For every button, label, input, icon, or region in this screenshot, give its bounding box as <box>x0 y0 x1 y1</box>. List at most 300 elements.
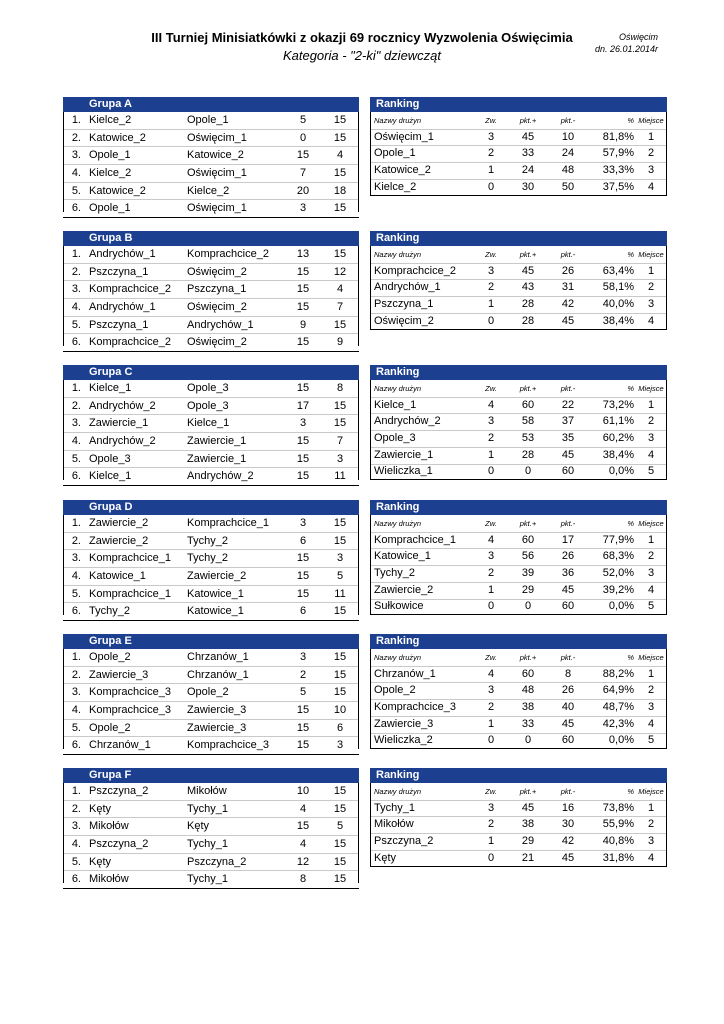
game-s1-cell: 5 <box>299 686 307 699</box>
ranking-m-cell: 36 <box>561 567 575 580</box>
ranking-pts_plus-header: pkt.+ <box>519 653 537 662</box>
game-n-cell: 6. <box>71 470 81 483</box>
game-s1-cell: 0 <box>299 131 307 144</box>
ranking-w-cell: 2 <box>487 701 495 714</box>
ranking-title: Ranking <box>370 634 667 649</box>
game-b-cell: Mikołów <box>187 785 227 797</box>
game-b-cell: Opole_1 <box>187 114 229 126</box>
game-a-cell: Zawiercie_3 <box>89 668 149 681</box>
game-s1-cell: 4 <box>299 838 307 851</box>
game-s1-cell: 15 <box>296 336 310 349</box>
date-text: dn. 26.01.2014r <box>594 44 658 54</box>
ranking-place-header: Miejsce <box>638 787 664 796</box>
ranking-pl-cell: 5 <box>647 600 655 613</box>
ranking-p-cell: 58 <box>521 415 535 428</box>
ranking-m-cell: 16 <box>561 801 575 814</box>
ranking-pl-cell: 4 <box>647 448 655 461</box>
ranking-percent-header: % <box>627 787 634 796</box>
place-text: Oświęcim <box>618 32 658 42</box>
ranking-p-cell: 38 <box>521 701 535 714</box>
game-a-cell: Pszczyna_2 <box>89 785 149 797</box>
group-title: Grupa A <box>63 97 359 112</box>
ranking-w-cell: 2 <box>487 147 495 160</box>
ranking-wins-header: Zw. <box>485 787 497 796</box>
ranking-name-header: Nazwy drużyn <box>374 519 422 528</box>
game-s1-cell: 15 <box>296 265 310 278</box>
game-s2-cell: 15 <box>333 114 347 126</box>
ranking-pl-cell: 1 <box>647 130 655 143</box>
ranking-pts_minus-header: pkt.- <box>560 384 576 393</box>
game-row <box>63 299 359 317</box>
ranking-w-cell: 0 <box>487 851 495 864</box>
game-row <box>63 451 359 469</box>
game-a-cell: Andrychów_1 <box>89 248 156 260</box>
game-s1-cell: 3 <box>299 517 307 529</box>
ranking-pl-cell: 1 <box>647 801 655 814</box>
game-a-cell: Komprachcice_2 <box>89 336 171 349</box>
ranking-w-cell: 1 <box>487 164 495 177</box>
game-row <box>63 836 359 854</box>
game-s2-cell: 15 <box>333 686 347 699</box>
ranking-p-cell: 29 <box>521 583 535 596</box>
game-s2-cell: 10 <box>333 704 347 717</box>
ranking-percent-header: % <box>627 384 634 393</box>
ranking-w-cell: 1 <box>487 583 495 596</box>
game-s2-cell: 15 <box>333 838 347 851</box>
ranking-p-cell: 28 <box>521 314 535 327</box>
game-row <box>63 130 359 148</box>
ranking-title: Ranking <box>370 231 667 246</box>
game-row <box>63 871 359 889</box>
ranking-team-cell: Pszczyna_2 <box>374 835 434 848</box>
game-s2-cell: 3 <box>336 552 344 565</box>
group-title: Grupa C <box>63 365 359 380</box>
ranking-pl-cell: 4 <box>647 314 655 327</box>
ranking-pct-cell: 40,8% <box>602 835 634 848</box>
game-s1-cell: 15 <box>296 721 310 734</box>
game-row <box>63 183 359 201</box>
game-s1-cell: 15 <box>296 570 310 583</box>
ranking-table <box>370 500 667 615</box>
game-b-cell: Opole_3 <box>187 399 229 412</box>
game-a-cell: Chrzanów_1 <box>89 739 151 752</box>
ranking-team-cell: Zawiercie_1 <box>374 448 434 461</box>
game-row <box>63 550 359 568</box>
game-a-cell: Andrychów_2 <box>89 399 156 412</box>
game-s2-cell: 4 <box>336 283 344 296</box>
game-row <box>63 737 359 755</box>
game-n-cell: 2. <box>71 131 81 144</box>
ranking-pts_plus-header: pkt.+ <box>519 519 537 528</box>
ranking-table <box>370 231 667 346</box>
ranking-place-header: Miejsce <box>638 519 664 528</box>
ranking-pct-cell: 63,4% <box>602 264 634 277</box>
game-s1-cell: 15 <box>296 452 310 465</box>
ranking-team-cell: Chrzanów_1 <box>374 667 436 680</box>
ranking-w-cell: 3 <box>487 801 495 814</box>
game-n-cell: 3. <box>71 552 81 565</box>
game-s2-cell: 15 <box>333 785 347 797</box>
game-b-cell: Zawiercie_1 <box>187 435 247 448</box>
game-s1-cell: 9 <box>299 318 307 331</box>
table-border <box>63 515 64 615</box>
ranking-pl-cell: 3 <box>647 835 655 848</box>
group-title: Grupa F <box>63 768 359 783</box>
game-b-cell: Kęty <box>187 820 210 833</box>
game-b-cell: Oświęcim_1 <box>187 167 247 180</box>
game-s1-cell: 15 <box>296 704 310 717</box>
ranking-m-cell: 31 <box>561 281 575 294</box>
document-title: III Turniej Minisiatkówki z okazji 69 rocznicy Wyzwolenia Oświęcimia <box>151 30 573 45</box>
ranking-w-cell: 0 <box>487 180 495 193</box>
game-s2-cell: 15 <box>333 605 347 618</box>
game-n-cell: 4. <box>71 838 81 851</box>
ranking-team-cell: Andrychów_2 <box>374 415 441 428</box>
ranking-team-cell: Opole_2 <box>374 684 416 697</box>
game-b-cell: Andrychów_2 <box>187 470 254 483</box>
ranking-pct-cell: 0,0% <box>608 734 634 747</box>
ranking-frame <box>370 515 667 615</box>
game-a-cell: Zawiercie_2 <box>89 534 149 547</box>
ranking-team-cell: Komprachcice_1 <box>374 533 456 546</box>
table-border <box>358 246 359 346</box>
ranking-pts_minus-header: pkt.- <box>560 116 576 125</box>
game-a-cell: Kęty <box>89 802 112 815</box>
ranking-pl-cell: 3 <box>647 567 655 580</box>
ranking-wins-header: Zw. <box>485 653 497 662</box>
ranking-w-cell: 0 <box>487 734 495 747</box>
game-a-cell: Zawiercie_2 <box>89 517 149 529</box>
ranking-w-cell: 0 <box>487 600 495 613</box>
ranking-wins-header: Zw. <box>485 519 497 528</box>
game-n-cell: 2. <box>71 265 81 278</box>
game-s2-cell: 15 <box>333 131 347 144</box>
game-a-cell: Komprachcice_1 <box>89 552 171 565</box>
game-s2-cell: 15 <box>333 534 347 547</box>
game-a-cell: Pszczyna_1 <box>89 265 149 278</box>
game-row <box>63 165 359 183</box>
ranking-name-header: Nazwy drużyn <box>374 787 422 796</box>
ranking-title: Ranking <box>370 768 667 783</box>
game-a-cell: Andrychów_1 <box>89 301 156 314</box>
game-n-cell: 1. <box>71 382 81 394</box>
ranking-pct-cell: 64,9% <box>602 684 634 697</box>
ranking-team-cell: Komprachcice_2 <box>374 264 456 277</box>
ranking-p-cell: 60 <box>521 533 535 546</box>
game-b-cell: Tychy_1 <box>187 802 228 815</box>
ranking-team-cell: Andrychów_1 <box>374 281 441 294</box>
ranking-place-header: Miejsce <box>638 384 664 393</box>
ranking-m-cell: 45 <box>561 717 575 730</box>
ranking-pl-cell: 4 <box>647 180 655 193</box>
ranking-p-cell: 43 <box>521 281 535 294</box>
game-n-cell: 5. <box>71 452 81 465</box>
ranking-pts_plus-header: pkt.+ <box>519 116 537 125</box>
table-border <box>63 380 64 480</box>
ranking-place-header: Miejsce <box>638 116 664 125</box>
game-s2-cell: 15 <box>333 517 347 529</box>
ranking-team-cell: Opole_1 <box>374 147 416 160</box>
game-s2-cell: 12 <box>333 265 347 278</box>
ranking-p-cell: 33 <box>521 717 535 730</box>
game-s1-cell: 20 <box>296 184 310 197</box>
game-s1-cell: 4 <box>299 802 307 815</box>
ranking-team-cell: Tychy_1 <box>374 801 415 814</box>
ranking-m-cell: 26 <box>561 264 575 277</box>
ranking-p-cell: 60 <box>521 398 535 411</box>
game-s2-cell: 9 <box>336 336 344 349</box>
ranking-place-header: Miejsce <box>638 250 664 259</box>
game-row <box>63 200 359 218</box>
game-a-cell: Opole_1 <box>89 202 131 215</box>
ranking-pct-cell: 40,0% <box>602 298 634 311</box>
game-a-cell: Opole_2 <box>89 721 131 734</box>
game-s1-cell: 8 <box>299 873 307 886</box>
ranking-pl-cell: 1 <box>647 533 655 546</box>
ranking-m-cell: 30 <box>561 818 575 831</box>
game-n-cell: 6. <box>71 873 81 886</box>
game-b-cell: Chrzanów_1 <box>187 651 249 663</box>
ranking-percent-header: % <box>627 116 634 125</box>
ranking-w-cell: 4 <box>487 533 495 546</box>
table-border <box>63 649 64 749</box>
ranking-pts_plus-header: pkt.+ <box>519 250 537 259</box>
game-s1-cell: 6 <box>299 534 307 547</box>
ranking-title: Ranking <box>370 97 667 112</box>
ranking-table <box>370 768 667 883</box>
game-n-cell: 4. <box>71 435 81 448</box>
ranking-p-cell: 0 <box>524 600 532 613</box>
ranking-pct-cell: 73,8% <box>602 801 634 814</box>
game-b-cell: Opole_2 <box>187 686 229 699</box>
game-b-cell: Katowice_1 <box>187 587 244 600</box>
ranking-percent-header: % <box>627 519 634 528</box>
ranking-w-cell: 2 <box>487 567 495 580</box>
ranking-title: Ranking <box>370 365 667 380</box>
ranking-pts_plus-header: pkt.+ <box>519 384 537 393</box>
game-s2-cell: 11 <box>334 470 346 483</box>
ranking-m-cell: 45 <box>561 314 575 327</box>
ranking-m-cell: 45 <box>561 583 575 596</box>
ranking-team-cell: Komprachcice_3 <box>374 701 456 714</box>
game-a-cell: Tychy_2 <box>89 605 130 618</box>
ranking-pl-cell: 3 <box>647 298 655 311</box>
table-border <box>358 649 359 749</box>
ranking-pl-cell: 4 <box>647 583 655 596</box>
ranking-pct-cell: 68,3% <box>602 550 634 563</box>
game-row <box>63 334 359 352</box>
game-n-cell: 2. <box>71 802 81 815</box>
game-s1-cell: 10 <box>296 785 310 797</box>
game-s2-cell: 4 <box>336 149 344 162</box>
table-border <box>63 246 64 346</box>
ranking-pl-cell: 1 <box>647 667 655 680</box>
ranking-p-cell: 24 <box>521 164 535 177</box>
ranking-m-cell: 10 <box>561 130 575 143</box>
game-n-cell: 1. <box>71 651 81 663</box>
game-s1-cell: 12 <box>296 855 310 868</box>
ranking-team-cell: Katowice_1 <box>374 550 431 563</box>
ranking-frame <box>370 380 667 480</box>
ranking-name-header: Nazwy drużyn <box>374 384 422 393</box>
ranking-p-cell: 45 <box>521 264 535 277</box>
ranking-pl-cell: 2 <box>647 281 655 294</box>
table-border <box>358 380 359 480</box>
ranking-w-cell: 2 <box>487 818 495 831</box>
game-s1-cell: 15 <box>296 283 310 296</box>
game-b-cell: Andrychów_1 <box>187 318 254 331</box>
game-s1-cell: 3 <box>299 651 307 663</box>
game-row <box>63 380 359 398</box>
game-row <box>63 720 359 738</box>
game-a-cell: Opole_3 <box>89 452 131 465</box>
game-s2-cell: 11 <box>334 587 346 600</box>
ranking-pct-cell: 61,1% <box>602 415 634 428</box>
game-b-cell: Katowice_2 <box>187 149 244 162</box>
game-b-cell: Tychy_2 <box>187 534 228 547</box>
game-a-cell: Kielce_2 <box>89 167 132 180</box>
ranking-team-cell: Tychy_2 <box>374 567 415 580</box>
group-block <box>63 231 667 349</box>
game-a-cell: Komprachcice_3 <box>89 686 171 699</box>
ranking-p-cell: 60 <box>521 667 535 680</box>
ranking-p-cell: 56 <box>521 550 535 563</box>
game-a-cell: Komprachcice_1 <box>89 587 171 600</box>
ranking-pl-cell: 1 <box>647 264 655 277</box>
ranking-w-cell: 1 <box>487 835 495 848</box>
ranking-pts_plus-header: pkt.+ <box>519 787 537 796</box>
game-row <box>63 112 359 130</box>
ranking-team-cell: Katowice_2 <box>374 164 431 177</box>
ranking-team-cell: Wieliczka_2 <box>374 734 433 747</box>
ranking-m-cell: 60 <box>561 734 575 747</box>
ranking-team-cell: Oświęcim_2 <box>374 314 434 327</box>
ranking-pct-cell: 0,0% <box>608 465 634 478</box>
game-s1-cell: 15 <box>296 739 310 752</box>
ranking-wins-header: Zw. <box>485 384 497 393</box>
game-row <box>63 702 359 720</box>
game-row <box>63 586 359 604</box>
game-b-cell: Oświęcim_1 <box>187 131 247 144</box>
ranking-p-cell: 39 <box>521 567 535 580</box>
game-b-cell: Kielce_2 <box>187 184 230 197</box>
ranking-p-cell: 53 <box>521 432 535 445</box>
game-b-cell: Chrzanów_1 <box>187 668 249 681</box>
game-s2-cell: 8 <box>336 382 344 394</box>
ranking-team-cell: Kielce_2 <box>374 180 417 193</box>
ranking-title: Ranking <box>370 500 667 515</box>
game-b-cell: Zawiercie_3 <box>187 721 247 734</box>
ranking-w-cell: 3 <box>487 550 495 563</box>
game-a-cell: Katowice_1 <box>89 570 146 583</box>
game-s2-cell: 5 <box>336 570 344 583</box>
ranking-m-cell: 50 <box>561 180 575 193</box>
game-b-cell: Oświęcim_2 <box>187 301 247 314</box>
game-a-cell: Pszczyna_1 <box>89 318 149 331</box>
game-b-cell: Tychy_2 <box>187 552 228 565</box>
ranking-pct-cell: 57,9% <box>602 147 634 160</box>
ranking-pct-cell: 81,8% <box>602 130 634 143</box>
ranking-m-cell: 45 <box>561 851 575 864</box>
ranking-pct-cell: 52,0% <box>602 567 634 580</box>
game-n-cell: 1. <box>71 785 81 797</box>
game-row <box>63 533 359 551</box>
game-n-cell: 6. <box>71 336 81 349</box>
ranking-m-cell: 42 <box>561 835 575 848</box>
ranking-m-cell: 17 <box>561 533 575 546</box>
game-b-cell: Oświęcim_2 <box>187 265 247 278</box>
game-n-cell: 6. <box>71 202 81 215</box>
game-a-cell: Komprachcice_2 <box>89 283 171 296</box>
game-a-cell: Kielce_2 <box>89 114 132 126</box>
game-a-cell: Kęty <box>89 855 112 868</box>
ranking-pct-cell: 88,2% <box>602 667 634 680</box>
game-b-cell: Katowice_1 <box>187 605 244 618</box>
ranking-percent-header: % <box>627 250 634 259</box>
ranking-team-cell: Opole_3 <box>374 432 416 445</box>
ranking-p-cell: 30 <box>521 180 535 193</box>
game-s2-cell: 15 <box>333 668 347 681</box>
ranking-table <box>370 365 667 480</box>
game-n-cell: 2. <box>71 399 81 412</box>
ranking-pct-cell: 55,9% <box>602 818 634 831</box>
game-n-cell: 2. <box>71 668 81 681</box>
game-s2-cell: 7 <box>336 301 344 314</box>
game-s2-cell: 15 <box>333 651 347 663</box>
game-n-cell: 3. <box>71 820 81 833</box>
game-n-cell: 3. <box>71 283 81 296</box>
ranking-pct-cell: 48,7% <box>602 701 634 714</box>
game-row <box>63 433 359 451</box>
ranking-team-cell: Oświęcim_1 <box>374 130 434 143</box>
game-n-cell: 4. <box>71 167 81 180</box>
game-n-cell: 4. <box>71 301 81 314</box>
game-s2-cell: 15 <box>333 167 347 180</box>
ranking-w-cell: 1 <box>487 298 495 311</box>
game-a-cell: Opole_1 <box>89 149 131 162</box>
ranking-pts_minus-header: pkt.- <box>560 653 576 662</box>
ranking-pl-cell: 2 <box>647 550 655 563</box>
game-b-cell: Kielce_1 <box>187 417 230 430</box>
game-a-cell: Mikołów <box>89 873 129 886</box>
ranking-w-cell: 1 <box>487 448 495 461</box>
ranking-pl-cell: 2 <box>647 415 655 428</box>
game-b-cell: Opole_3 <box>187 382 229 394</box>
ranking-m-cell: 37 <box>561 415 575 428</box>
game-row <box>63 568 359 586</box>
ranking-team-cell: Kielce_1 <box>374 398 417 411</box>
table-border <box>358 112 359 212</box>
game-s2-cell: 7 <box>336 435 344 448</box>
ranking-pl-cell: 5 <box>647 465 655 478</box>
ranking-p-cell: 0 <box>524 734 532 747</box>
game-row <box>63 281 359 299</box>
ranking-m-cell: 22 <box>561 398 575 411</box>
game-a-cell: Katowice_2 <box>89 131 146 144</box>
game-a-cell: Komprachcice_3 <box>89 704 171 717</box>
game-s2-cell: 15 <box>333 802 347 815</box>
ranking-pct-cell: 42,3% <box>602 717 634 730</box>
game-n-cell: 5. <box>71 587 81 600</box>
ranking-pl-cell: 2 <box>647 684 655 697</box>
game-a-cell: Opole_2 <box>89 651 131 663</box>
ranking-m-cell: 60 <box>561 600 575 613</box>
ranking-place-header: Miejsce <box>638 653 664 662</box>
ranking-pts_minus-header: pkt.- <box>560 250 576 259</box>
ranking-percent-header: % <box>627 653 634 662</box>
ranking-w-cell: 0 <box>487 314 495 327</box>
ranking-pct-cell: 38,4% <box>602 314 634 327</box>
